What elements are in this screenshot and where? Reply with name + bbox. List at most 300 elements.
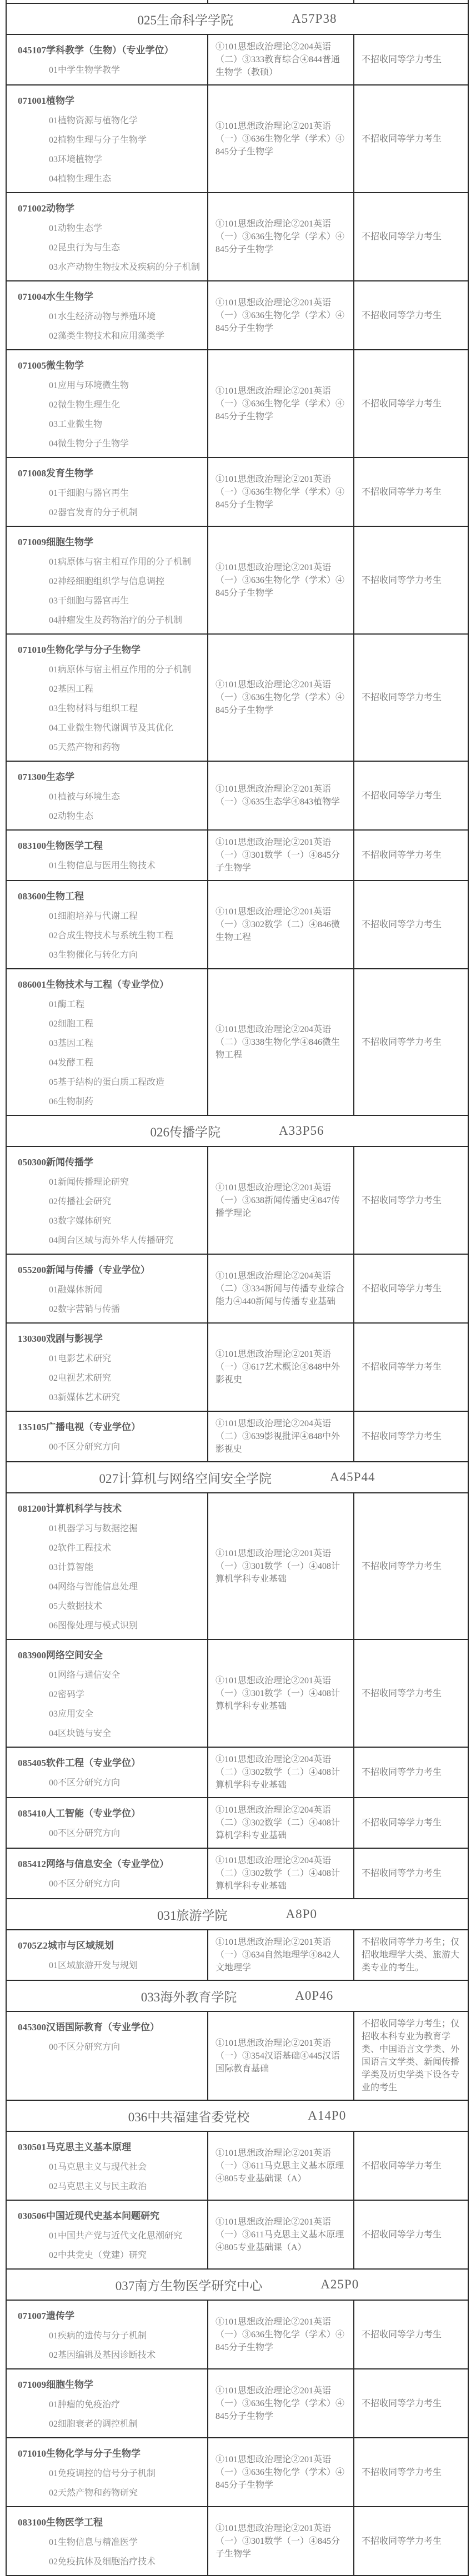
program-cell [6, 1930, 208, 1980]
research-direction: 03应用安全 [49, 1709, 94, 1719]
exam-subjects: ①101思想政治理论②201英语（一）③636生物化学（学术）④845分子生物学 [216, 219, 345, 254]
exam-subjects: ①101思想政治理论②201英语（一）③301数学（一）④845分子生物学 [216, 838, 340, 873]
subjects-cell [208, 350, 354, 457]
section-header-row [6, 1980, 468, 2011]
section-code: A14P0 [308, 2109, 347, 2122]
program-row [6, 1639, 468, 1747]
program-cell [6, 881, 208, 969]
section-title: 027计算机与网络空间安全学院 [99, 1471, 272, 1486]
research-direction: 00不区分研究方向 [49, 2042, 121, 2052]
subjects-cell [208, 634, 354, 761]
program-title: 071002动物学 [18, 203, 74, 214]
remark: 不招收同等学力考生 [362, 1037, 442, 1047]
program-row [6, 85, 468, 193]
research-direction: 01动物生态学 [49, 224, 103, 233]
section-title: 033海外教育学院 [141, 1990, 237, 2004]
remark-cell [354, 2369, 468, 2438]
direction-list [18, 1826, 202, 1839]
section-header-cell [6, 2100, 468, 2131]
program-cell [6, 457, 208, 526]
program-title: 085410人工智能（专业学位） [18, 1808, 141, 1819]
program-title: 0705Z2城市与区域规划 [18, 1940, 114, 1951]
program-cell [6, 1639, 208, 1747]
program-row [6, 1930, 468, 1980]
remark-cell [354, 457, 468, 526]
research-direction: 05基于结构的蛋白质工程改造 [49, 1078, 165, 1087]
research-direction: 01融媒体新闻 [49, 1285, 103, 1295]
program-cell [6, 2369, 208, 2438]
remark-cell [354, 830, 468, 881]
remark: 不招收同等学力考生 [362, 1688, 442, 1698]
program-title: 083600生物工程 [18, 891, 84, 902]
section-code: A25P0 [320, 2277, 359, 2291]
section-header-row [6, 2100, 468, 2131]
remark-cell [354, 761, 468, 830]
direction-list [18, 2160, 202, 2192]
research-direction: 03环境植物学 [49, 155, 103, 164]
research-direction: 02软件工程技术 [49, 1543, 112, 1553]
remark-cell [354, 2507, 468, 2575]
research-direction: 01水生经济动物与养殖环境 [49, 312, 156, 321]
research-direction: 03计算智能 [49, 1563, 94, 1572]
program-title: 045300汉语国际教育（专业学位） [18, 2022, 159, 2032]
section-code: A57P38 [292, 12, 337, 26]
remark-cell [354, 1146, 468, 1254]
research-direction: 02器官发育的分子机制 [49, 508, 138, 517]
exam-subjects: ①101思想政治理论②201英语（一）③636生物化学（学术）④845分子生物学 [216, 2454, 345, 2490]
research-direction: 01干细胞与器官再生 [49, 489, 129, 498]
direction-list [18, 2466, 202, 2498]
subjects-cell [208, 2507, 354, 2575]
program-title: 071004水生生物学 [18, 291, 93, 302]
research-direction: 05大数据技术 [49, 1602, 103, 1611]
remark: 不招收同等学力考生 [362, 134, 442, 144]
exam-subjects: ①101思想政治理论②201英语（一）③302数学（二）④846微生物工程 [216, 907, 340, 942]
section-header-row [6, 1462, 468, 1493]
research-direction: 03生物材料与组织工程 [49, 704, 138, 713]
section-header [7, 1905, 467, 1924]
subjects-cell [208, 2438, 354, 2507]
research-direction: 01电影艺术研究 [49, 1354, 112, 1364]
remark: 不招收同等学力考生 [362, 310, 442, 320]
research-direction: 02植物生理与分子生物学 [49, 135, 147, 145]
section-title: 036中共福建省委党校 [128, 2110, 250, 2124]
section-title: 025生命科学学院 [137, 13, 234, 27]
remark-cell [354, 881, 468, 969]
exam-subjects: ①101思想政治理论②201英语（一）③636生物化学（学术）④845分子生物学 [216, 562, 345, 598]
remark-cell [354, 2011, 468, 2100]
remark-cell [354, 526, 468, 634]
research-direction: 01应用与环境微生物 [49, 381, 129, 390]
remark: 不招收同等学力考生 [362, 791, 442, 801]
remark-cell [354, 193, 468, 281]
subjects-cell [208, 457, 354, 526]
research-direction: 00不区分研究方向 [49, 1879, 121, 1889]
remark-cell [354, 350, 468, 457]
remark: 不招收同等学力考生 [362, 1818, 442, 1828]
subjects-cell [208, 1493, 354, 1639]
direction-list [18, 789, 202, 822]
program-title: 083100生物医学工程 [18, 841, 103, 851]
direction-list [18, 1282, 202, 1315]
program-cell [6, 634, 208, 761]
program-cell [6, 1798, 208, 1848]
exam-subjects: ①101思想政治理论②201英语（一）③636生物化学（学术）④845分子生物学 [216, 2317, 345, 2352]
subjects-cell [208, 2200, 354, 2269]
exam-subjects: ①101思想政治理论②204英语（二）③334新闻与传播专业综合能力④440新闻与传播专业基础 [216, 1271, 345, 1306]
direction-list [18, 1668, 202, 1739]
research-direction: 05天然产物和药物 [49, 743, 121, 752]
program-cell [6, 1848, 208, 1899]
remark: 不招收同等学力考生 [362, 1561, 442, 1571]
exam-subjects: ①101思想政治理论②201英语（一）③636生物化学（学术）④845分子生物学 [216, 2386, 345, 2421]
exam-subjects: ①101思想政治理论②204英语（二）③302数学（二）④408计算机学科专业基础 [216, 1856, 340, 1891]
remark-cell [354, 1930, 468, 1980]
subjects-cell [208, 2369, 354, 2438]
program-row [6, 2011, 468, 2100]
program-title: 071009细胞生物学 [18, 2379, 93, 2390]
direction-list [18, 997, 202, 1107]
program-cell [6, 1146, 208, 1254]
remark-cell [354, 2300, 468, 2369]
program-cell [6, 34, 208, 85]
direction-list [18, 858, 202, 871]
research-direction: 03生物催化与转化方向 [49, 950, 138, 960]
subjects-cell [208, 1930, 354, 1980]
program-title: 083900网络空间安全 [18, 1650, 103, 1661]
section-header-row [6, 1115, 468, 1146]
research-direction: 01酶工程 [49, 1000, 85, 1009]
research-direction: 01生物信息与精准医学 [49, 2538, 138, 2547]
remark: 不招收同等学力考生；仅招收本科专业为教育学类、中国语言文学类、外国语言文学类、新闻传播学类及历史学类下设各专业的考生 [362, 2019, 460, 2092]
section-header-cell [6, 2269, 468, 2300]
subjects-cell [208, 1747, 354, 1798]
program-row [6, 350, 468, 457]
program-cell [6, 1493, 208, 1639]
program-cell [6, 526, 208, 634]
subjects-cell [208, 193, 354, 281]
direction-list [18, 2040, 202, 2052]
exam-subjects: ①101思想政治理论②201英语（一）③354汉语基础④445汉语国际教育基础 [216, 2038, 340, 2074]
research-direction: 01中学生物学教学 [49, 66, 121, 75]
exam-subjects: ①101思想政治理论②201英语（一）③636生物化学（学术）④845分子生物学 [216, 680, 345, 715]
program-cell [6, 85, 208, 193]
subjects-cell [208, 2131, 354, 2200]
subjects-cell [208, 761, 354, 830]
program-row [6, 1493, 468, 1639]
direction-list [18, 486, 202, 518]
program-row [6, 2369, 468, 2438]
program-row [6, 2507, 468, 2575]
program-title: 135105广播电视（专业学位） [18, 1422, 141, 1432]
remark: 不招收同等学力考生 [362, 1432, 442, 1441]
subjects-cell [208, 1411, 354, 1462]
remark: 不招收同等学力考生 [362, 1768, 442, 1777]
program-title: 071001植物学 [18, 95, 74, 106]
remark: 不招收同等学力考生 [362, 2230, 442, 2240]
research-direction: 01病原体与宿主相互作用的分子机制 [49, 665, 192, 675]
subjects-cell [208, 2011, 354, 2100]
research-direction: 04植物生理生态 [49, 174, 112, 184]
direction-list [18, 2328, 202, 2361]
direction-list [18, 1876, 202, 1889]
research-direction: 04闽台区域与海外华人传播研究 [49, 1236, 174, 1245]
direction-list [18, 309, 202, 341]
program-row [6, 1146, 468, 1254]
research-direction: 03基因工程 [49, 1039, 94, 1048]
research-direction: 02电视艺术研究 [49, 1373, 112, 1383]
research-direction: 02马克思主义与民主政治 [49, 2182, 147, 2191]
exam-subjects: ①101思想政治理论②201英语（一）③301数学（一）④845分子生物学 [216, 2523, 340, 2559]
program-title: 071010生物化学与分子生物学 [18, 2448, 141, 2459]
program-title: 071009细胞生物学 [18, 537, 93, 547]
remark: 不招收同等学力考生 [362, 693, 442, 702]
research-direction: 02基因编辑及基因诊断技术 [49, 2351, 156, 2360]
research-direction: 04工业微生物代谢调节及其优化 [49, 723, 174, 733]
direction-list [18, 555, 202, 626]
research-direction: 06图像处理与模式识别 [49, 1621, 138, 1631]
program-row [6, 34, 468, 85]
exam-subjects: ①101思想政治理论②204英语（二）③338生物化学④846微生物工程 [216, 1024, 340, 1060]
subjects-cell [208, 1639, 354, 1747]
research-direction: 04肿瘤发生及药物治疗的分子机制 [49, 616, 183, 625]
program-title: 030501马克思主义基本原理 [18, 2142, 131, 2152]
remark-cell [354, 34, 468, 85]
remark-cell [354, 1848, 468, 1899]
research-direction: 02微生物生理生化 [49, 400, 121, 410]
subjects-cell [208, 1323, 354, 1411]
subjects-cell [208, 1254, 354, 1323]
program-title: 085412网络与信息安全（专业学位） [18, 1859, 169, 1869]
research-direction: 04发酵工程 [49, 1058, 94, 1068]
direction-list [18, 2535, 202, 2567]
section-header-row [6, 1899, 468, 1930]
program-cell [6, 1411, 208, 1462]
remark-cell [354, 1254, 468, 1323]
exam-subjects: ①101思想政治理论②204英语（二）③302数学（二）④408计算机学科专业基础 [216, 1805, 340, 1840]
program-row [6, 1411, 468, 1462]
exam-subjects: ①101思想政治理论②204英语（二）③639影视批评④848中外影视史 [216, 1419, 340, 1454]
remark-cell [354, 1747, 468, 1798]
research-direction: 00不区分研究方向 [49, 1778, 121, 1788]
research-direction: 06生物制药 [49, 1097, 94, 1106]
program-title: 055200新闻与传播（专业学位） [18, 1265, 150, 1275]
subjects-cell [208, 1798, 354, 1848]
exam-subjects: ①101思想政治理论②201英语（一）③611马克思主义基本原理④805专业基础课（A） [216, 2148, 344, 2183]
direction-list [18, 1775, 202, 1788]
research-direction: 02藻类生物技术和应用藻类学 [49, 331, 165, 341]
research-direction: 02传播社会研究 [49, 1197, 112, 1206]
remark: 不招收同等学力考生 [362, 575, 442, 585]
research-direction: 01网络与通信安全 [49, 1671, 121, 1680]
subjects-cell [208, 830, 354, 881]
research-direction: 03数字媒体研究 [49, 1216, 112, 1226]
program-title: 045107学科教学（生物）（专业学位） [18, 45, 174, 56]
program-row [6, 2131, 468, 2200]
subjects-cell [208, 281, 354, 350]
programs-table [6, 0, 469, 2576]
section-header-cell [6, 1980, 468, 2011]
section-header-row [6, 3, 468, 34]
subjects-cell [208, 1146, 354, 1254]
subjects-cell [208, 34, 354, 85]
exam-subjects: ①101思想政治理论②201英语（一）③636生物化学（学术）④845分子生物学 [216, 121, 345, 157]
program-cell [6, 350, 208, 457]
section-code: A0P46 [295, 1989, 334, 2003]
remark: 不招收同等学力考生 [362, 1284, 442, 1294]
remark: 不招收同等学力考生 [362, 232, 442, 242]
section-header-row [6, 2269, 468, 2300]
program-title: 071005微生物学 [18, 360, 84, 371]
research-direction: 01植物资源与植物化学 [49, 116, 138, 125]
program-row [6, 457, 468, 526]
research-direction: 00不区分研究方向 [49, 1829, 121, 1838]
section-code: A8P0 [285, 1907, 317, 1921]
remark: 不招收同等学力考生 [362, 1869, 442, 1878]
remark-cell [354, 281, 468, 350]
research-direction: 02合成生物技术与系统生物工程 [49, 931, 174, 940]
program-row [6, 1848, 468, 1899]
research-direction: 01免疫调控的信号分子机制 [49, 2469, 156, 2478]
direction-list [18, 221, 202, 273]
direction-list [18, 1440, 202, 1452]
section-code: A45P44 [330, 1470, 375, 1484]
program-row [6, 830, 468, 881]
remark-cell [354, 85, 468, 193]
remark: 不招收同等学力考生 [362, 1195, 442, 1205]
section-header-cell [6, 1899, 468, 1930]
direction-list [18, 662, 202, 753]
program-title: 071010生物化学与分子生物学 [18, 645, 141, 655]
remark-cell [354, 1798, 468, 1848]
section-title: 031旅游学院 [157, 1908, 228, 1923]
exam-subjects: ①101思想政治理论②201英语（一）③638新闻传播史④847传播学理论 [216, 1183, 340, 1218]
research-direction: 02天然产物和药物研究 [49, 2488, 138, 2498]
section-header [7, 2107, 467, 2125]
exam-subjects: ①101思想政治理论②201英语（一）③611马克思主义基本原理④805专业基础课（A） [216, 2217, 344, 2252]
remark: 不招收同等学力考生 [362, 2398, 442, 2408]
remark-cell [354, 634, 468, 761]
program-row [6, 2300, 468, 2369]
remark: 不招收同等学力考生 [362, 2467, 442, 2477]
section-header [7, 2276, 467, 2294]
program-cell [6, 2131, 208, 2200]
section-header [7, 1122, 467, 1140]
section-code: A33P56 [279, 1124, 324, 1138]
remark-cell [354, 2438, 468, 2507]
program-row [6, 1747, 468, 1798]
remark-cell [354, 1639, 468, 1747]
direction-list [18, 113, 202, 184]
research-direction: 04微生物分子生物学 [49, 439, 129, 449]
program-cell [6, 1323, 208, 1411]
direction-list [18, 2228, 202, 2261]
remark: 不招收同等学力考生 [362, 1362, 442, 1372]
program-title: 081200计算机科学与技术 [18, 1503, 122, 1514]
research-direction: 03新媒体艺术研究 [49, 1393, 121, 1402]
research-direction: 02中共党史（党建）研究 [49, 2251, 147, 2260]
program-row [6, 634, 468, 761]
remark: 不招收同等学力考生 [362, 2330, 442, 2339]
exam-subjects: ①101思想政治理论②201英语（一）③636生物化学（学术）④845分子生物学 [216, 386, 345, 421]
research-direction: 01肿瘤的免疫治疗 [49, 2400, 121, 2409]
program-cell [6, 761, 208, 830]
subjects-cell [208, 881, 354, 969]
direction-list [18, 2397, 202, 2429]
program-row [6, 2200, 468, 2269]
research-direction: 02密码学 [49, 1690, 85, 1699]
research-direction: 02神经细胞组织学与信息调控 [49, 577, 165, 586]
exam-subjects: ①101思想政治理论②201英语（一）③301数学（一）④408计算机学科专业基础 [216, 1548, 340, 1584]
research-direction: 00不区分研究方向 [49, 1442, 121, 1452]
remark-cell [354, 2131, 468, 2200]
direction-list [18, 1521, 202, 1631]
exam-subjects: ①101思想政治理论②201英语（一）③617艺术概论④848中外影视史 [216, 1350, 340, 1385]
subjects-cell [208, 85, 354, 193]
section-header-cell [6, 3, 468, 34]
research-direction: 02细胞衰老的调控机制 [49, 2419, 138, 2429]
program-cell [6, 281, 208, 350]
research-direction: 01细胞培养与代谢工程 [49, 912, 138, 921]
remark: 不招收同等学力考生 [362, 487, 442, 497]
research-direction: 03工业微生物 [49, 420, 103, 429]
program-row [6, 526, 468, 634]
research-direction: 01新闻传播理论研究 [49, 1178, 129, 1187]
exam-subjects: ①101思想政治理论②201英语（一）③636生物化学（学术）④845分子生物学 [216, 298, 345, 333]
program-cell [6, 2438, 208, 2507]
research-direction: 01区域旅游开发与规划 [49, 1961, 138, 1970]
direction-list [18, 63, 202, 76]
remark-cell [354, 969, 468, 1115]
program-cell [6, 2507, 208, 2575]
direction-list [18, 1958, 202, 1971]
program-row [6, 281, 468, 350]
remark-cell [354, 1323, 468, 1411]
program-cell [6, 1747, 208, 1798]
research-direction: 02基因工程 [49, 685, 94, 694]
research-direction: 03水产动物生物技术及疾病的分子机制 [49, 263, 201, 272]
program-row [6, 881, 468, 969]
program-cell [6, 2200, 208, 2269]
remark: 不招收同等学力考生 [362, 851, 442, 860]
program-cell [6, 2300, 208, 2369]
program-row [6, 1798, 468, 1848]
subjects-cell [208, 526, 354, 634]
program-cell [6, 193, 208, 281]
research-direction: 01疾病的遗传与分子机制 [49, 2331, 147, 2341]
program-row [6, 2438, 468, 2507]
research-direction: 02免疫抗体及细胞治疗技术 [49, 2557, 156, 2567]
subjects-cell [208, 1848, 354, 1899]
research-direction: 04网络与智能信息处理 [49, 1582, 138, 1592]
exam-subjects: ①101思想政治理论②201英语（一）③636生物化学（学术）④845分子生物学 [216, 474, 345, 510]
research-direction: 01马克思主义与现代社会 [49, 2162, 147, 2172]
program-title: 050300新闻传播学 [18, 1157, 93, 1168]
research-direction: 02昆虫行为与生态 [49, 243, 121, 253]
subjects-cell [208, 969, 354, 1115]
research-direction: 01中国共产党与近代文化思潮研究 [49, 2231, 183, 2241]
exam-subjects: ①101思想政治理论②204英语（二）③302数学（二）④408计算机学科专业基础 [216, 1755, 340, 1790]
research-direction: 02细胞工程 [49, 1019, 94, 1029]
exam-subjects: ①101思想政治理论②201英语（一）③635生态学④843植物学 [216, 784, 340, 807]
section-header-cell [6, 1115, 468, 1146]
program-cell [6, 2011, 208, 2100]
remark-cell [354, 1493, 468, 1639]
program-title: 130300戏剧与影视学 [18, 1334, 103, 1344]
program-row [6, 193, 468, 281]
remark: 不招收同等学力考生 [362, 55, 442, 64]
remark-cell [354, 2200, 468, 2269]
